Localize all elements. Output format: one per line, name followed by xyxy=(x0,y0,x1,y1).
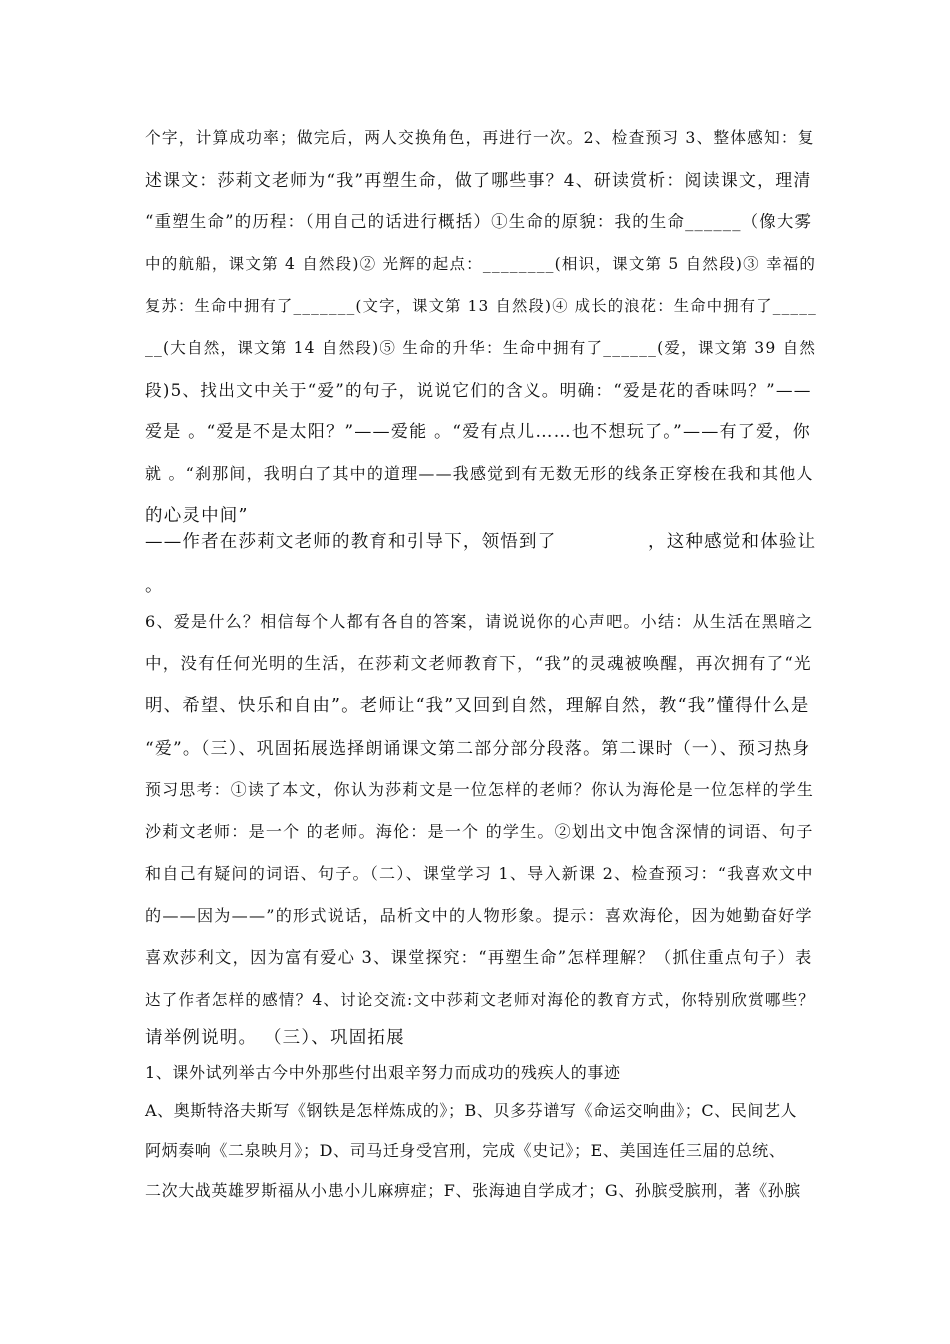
text-line: 达了作者怎样的感情？4、讨论交流:文中莎莉文老师对海伦的教育方式，你特别欣赏哪些？ xyxy=(145,991,816,1009)
text-line: 沙莉文老师：是一个 的老师。海伦：是一个 的学生。②划出文中饱含深情的词语、句子 xyxy=(145,822,814,841)
text-line: __(大自然，课文第 14 自然段)⑤ 生命的升华：生命中拥有了______(爱，课文第 39 自然 xyxy=(145,339,817,357)
text-line: 请举例说明。 （三）、巩固拓展 xyxy=(145,1028,405,1048)
text-line: 中的航船，课文第 4 自然段)② 光辉的起点：________(相识，课文第 5 自然段)③ 幸福的 xyxy=(145,255,817,273)
text-line: 1、课外试列举古今中外那些付出艰辛努力而成功的残疾人的事迹 xyxy=(145,1063,621,1082)
text-line: 爱是 。“爱是不是太阳？”——爱能 。“爱有点儿……也不想玩了。”——有了爱，你 xyxy=(145,422,811,442)
text-line-left: ——作者在莎莉文老师的教育和引导下，领悟到了 xyxy=(145,532,557,552)
text-line: “爱”。（三）、巩固拓展选择朗诵课文第二部分部分段落。第二课时（一）、预习热身 xyxy=(145,738,811,758)
text-line-right: ，这种感觉和体验让 xyxy=(648,532,817,552)
text-line: 的心灵中间” xyxy=(145,506,249,526)
text-line: 二次大战英雄罗斯福从小患小儿麻痹症；F、张海迪自学成才；G、孙膑受膑刑，著《孙膑 xyxy=(145,1181,801,1200)
text-line: “重塑生命”的历程：（用自己的话进行概括）①生命的原貌：我的生命______（像大雾 xyxy=(145,212,813,231)
text-line: 6、爱是什么？相信每个人都有各自的答案，请说说你的心声吧。小结：从生活在黑暗之 xyxy=(145,612,814,631)
text-line: 明、希望、快乐和自由”。老师让“我”又回到自然，理解自然，教“我”懂得什么是 xyxy=(145,696,810,716)
text-line: 述课文：莎莉文老师为“我”再塑生命，做了哪些事？4、研读赏析：阅读课文，理清 xyxy=(145,170,812,190)
text-line: 复苏：生命中拥有了_______(文字，课文第 13 自然段)④ 成长的浪花：生命中拥有了_____ xyxy=(145,297,817,315)
text-line: 就 。“刹那间，我明白了其中的道理——我感觉到有无数无形的线条正穿梭在我和其他人 xyxy=(145,464,814,483)
text-line: 个字，计算成功率；做完后，两人交换角色，再进行一次。2、检查预习 3、整体感知：复 xyxy=(145,128,815,147)
text-line: 阿炳奏响《二泉映月》；D、司马迁身受宫刑，完成《史记》；E、美国连任三届的总统、 xyxy=(145,1141,786,1160)
text-line: 喜欢莎利文，因为富有爱心 3、课堂探究：“再塑生命”怎样理解？（抓住重点句子）表 xyxy=(145,948,813,967)
text-line: 中，没有任何光明的生活，在莎莉文老师教育下，“我”的灵魂被唤醒，再次拥有了“光 xyxy=(145,654,812,673)
text-line-period: 。 xyxy=(145,576,164,596)
text-line: 的——因为——”的形式说话，品析文中的人物形象。提示：喜欢海伦，因为她勤奋好学 xyxy=(145,906,813,925)
text-line: 和自己有疑问的词语、句子。（二）、课堂学习 1、导入新课 2、检查预习：“我喜欢文中 xyxy=(145,864,814,883)
text-line: 段)5、找出文中关于“爱”的句子，说说它们的含义。明确：“爱是花的香味吗？”—— xyxy=(145,380,812,400)
text-line: A、奥斯特洛夫斯写《钢铁是怎样炼成的》；B、贝多芬谱写《命运交响曲》；C、民间艺人 xyxy=(145,1101,798,1120)
text-line: 预习思考：①读了本文，你认为莎莉文是一位怎样的老师？你认为海伦是一位怎样的学生 xyxy=(145,780,814,799)
